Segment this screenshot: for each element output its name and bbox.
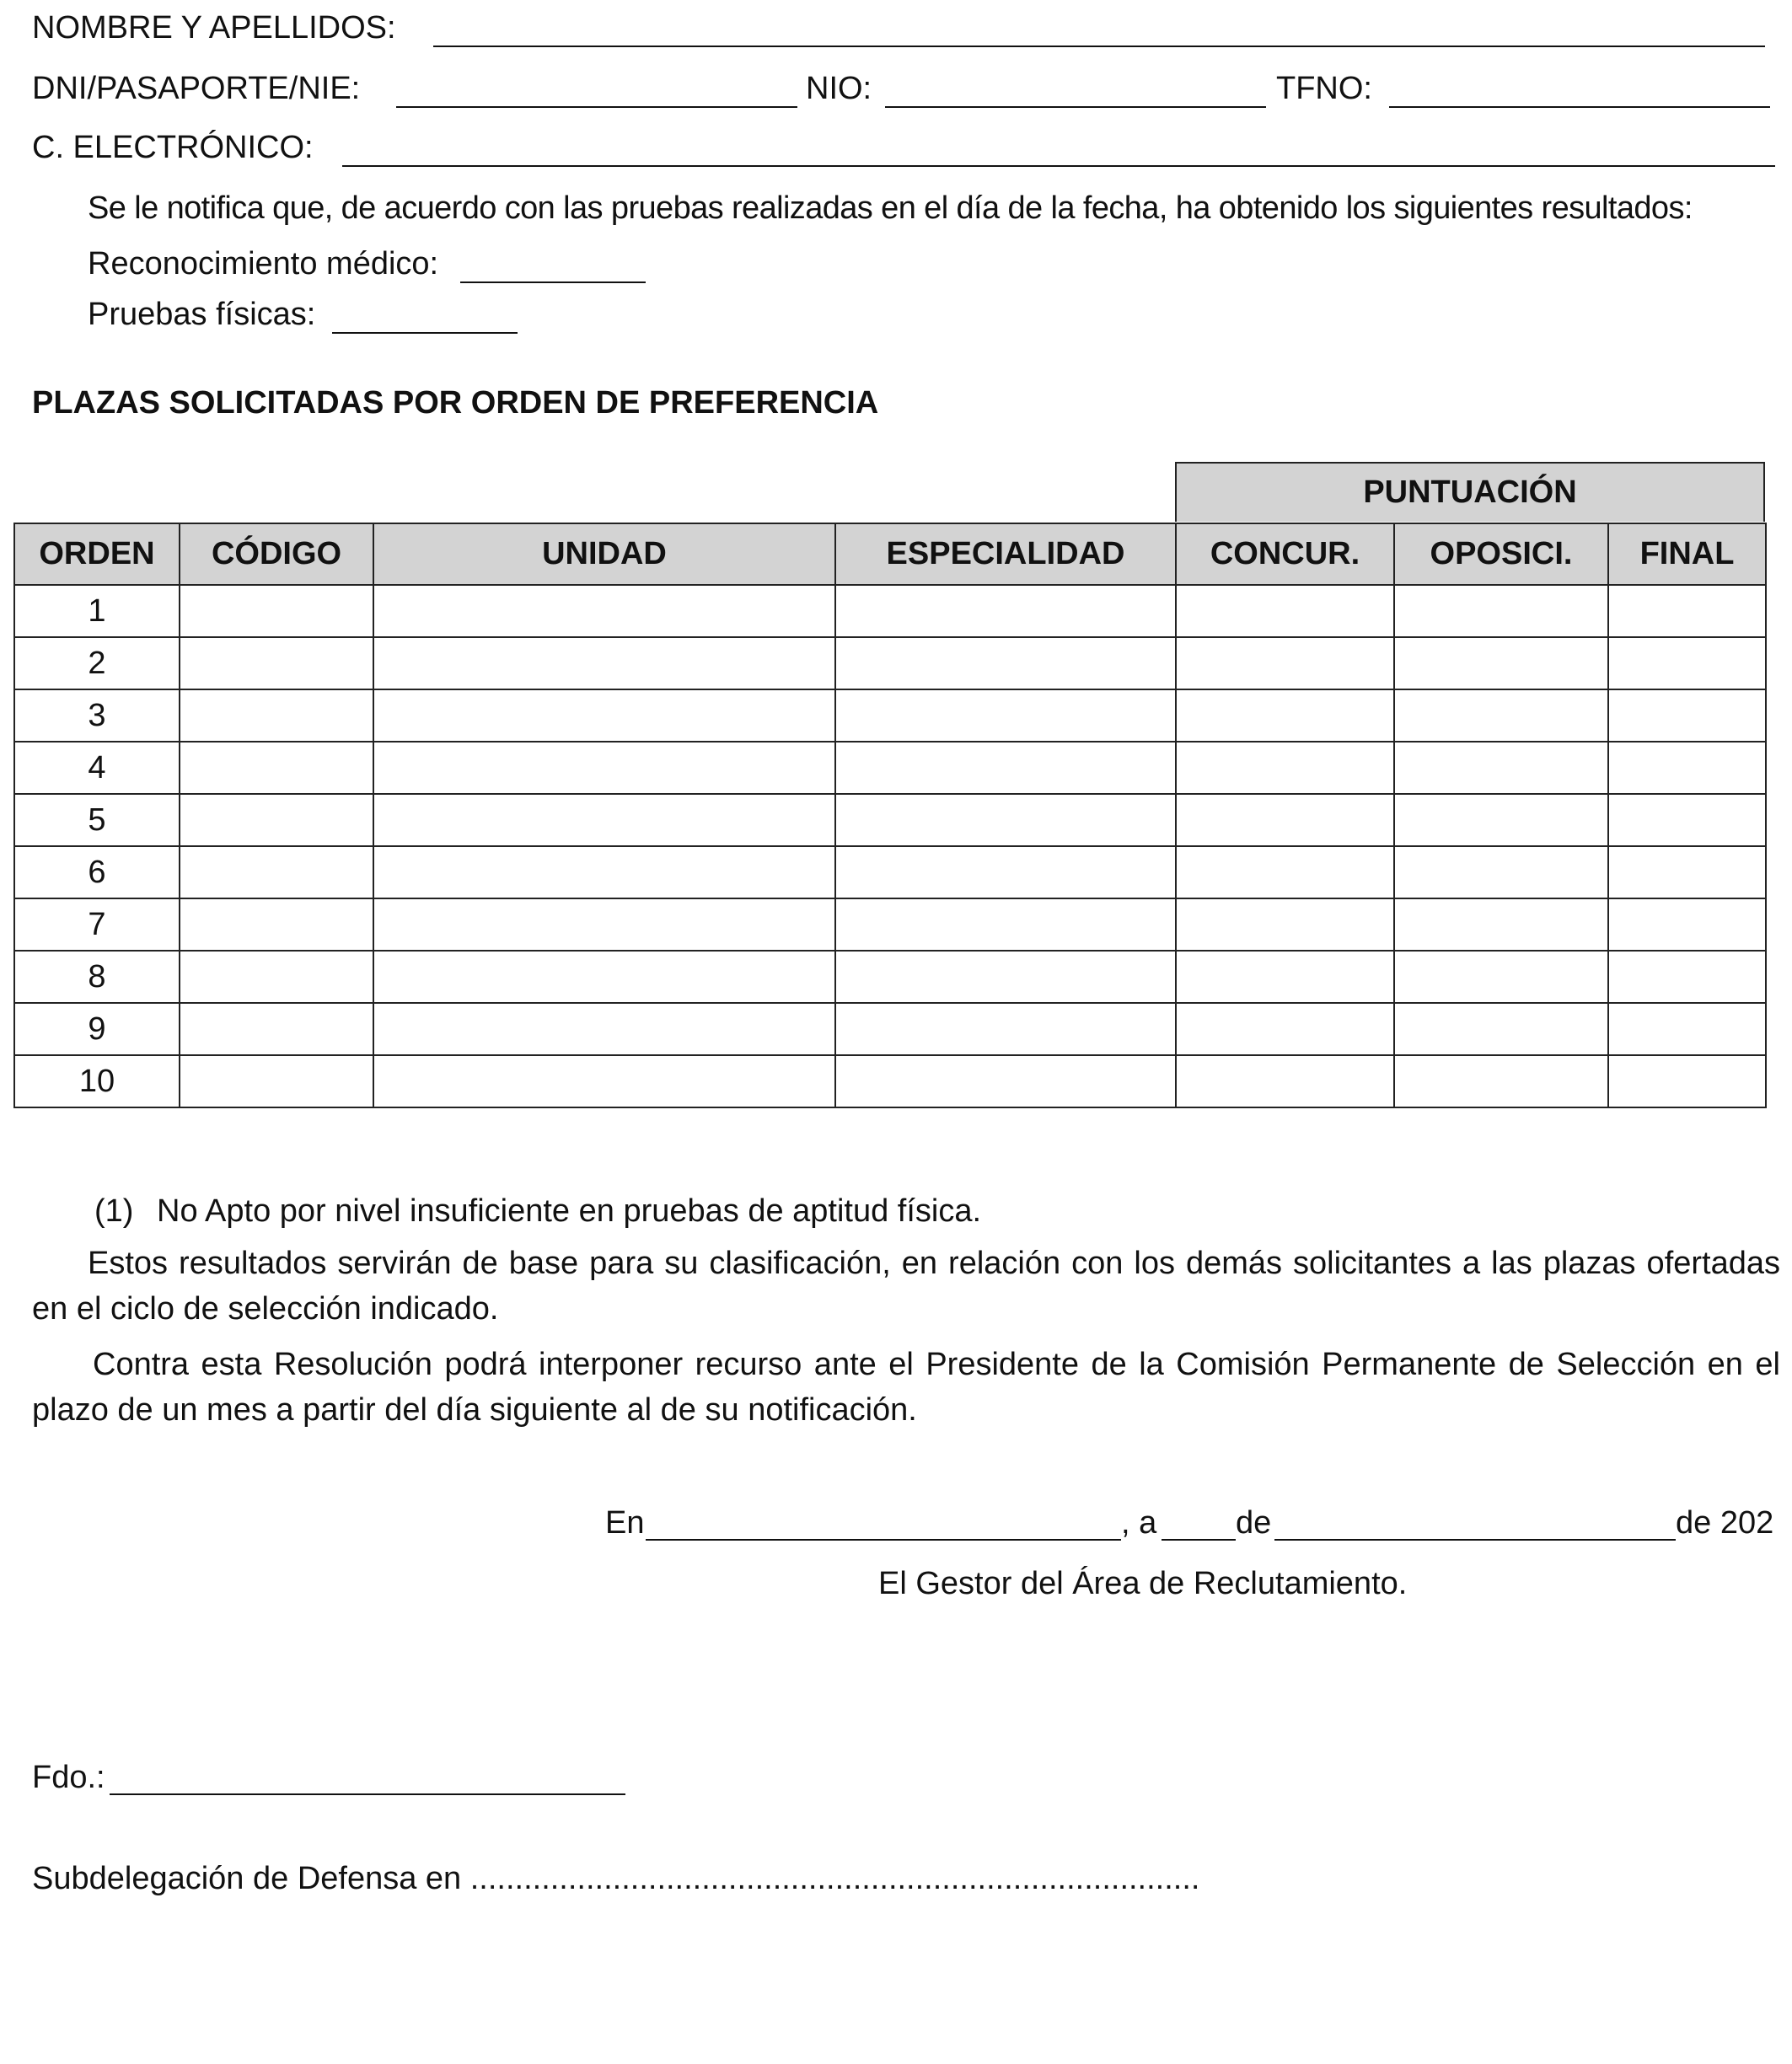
final-cell[interactable]: [1608, 794, 1766, 846]
col-especialidad: ESPECIALIDAD: [835, 523, 1176, 585]
oposici-cell[interactable]: [1394, 585, 1608, 637]
footnote-number: (1): [94, 1193, 134, 1229]
oposici-cell[interactable]: [1394, 898, 1608, 951]
orden-cell: 3: [14, 689, 180, 742]
place-field[interactable]: [646, 1539, 1121, 1541]
col-concur: CONCUR.: [1176, 523, 1394, 585]
unidad-cell[interactable]: [373, 846, 835, 898]
final-cell[interactable]: [1608, 846, 1766, 898]
fisicas-label: Pruebas físicas:: [88, 297, 316, 332]
oposici-cell[interactable]: [1394, 846, 1608, 898]
table-header-row: [14, 523, 1766, 585]
concur-cell[interactable]: [1176, 794, 1394, 846]
col-codigo: CÓDIGO: [180, 523, 373, 585]
codigo-cell[interactable]: [180, 794, 373, 846]
section-title: PLAZAS SOLICITADAS POR ORDEN DE PREFERENCIA: [32, 385, 879, 421]
orden-cell: 8: [14, 951, 180, 1003]
table-body: [14, 585, 1766, 1107]
concur-cell[interactable]: [1176, 742, 1394, 794]
especialidad-cell[interactable]: [835, 585, 1176, 637]
fdo-label: Fdo.:: [32, 1760, 105, 1795]
unidad-cell[interactable]: [373, 898, 835, 951]
oposici-cell[interactable]: [1394, 689, 1608, 742]
tfno-label: TFNO:: [1276, 71, 1372, 106]
final-cell[interactable]: [1608, 742, 1766, 794]
correo-label: C. ELECTRÓNICO:: [32, 130, 314, 165]
unidad-cell[interactable]: [373, 637, 835, 689]
table-row: [14, 846, 1766, 898]
concur-cell[interactable]: [1176, 898, 1394, 951]
especialidad-cell[interactable]: [835, 1003, 1176, 1055]
table-row: [14, 898, 1766, 951]
final-cell[interactable]: [1608, 1055, 1766, 1107]
final-cell[interactable]: [1608, 1003, 1766, 1055]
codigo-cell[interactable]: [180, 637, 373, 689]
nombre-field[interactable]: [433, 46, 1765, 47]
especialidad-cell[interactable]: [835, 1055, 1176, 1107]
oposici-cell[interactable]: [1394, 794, 1608, 846]
fisicas-field[interactable]: [332, 332, 518, 334]
concur-cell[interactable]: [1176, 951, 1394, 1003]
final-cell[interactable]: [1608, 637, 1766, 689]
table-row: [14, 585, 1766, 637]
unidad-cell[interactable]: [373, 951, 835, 1003]
concur-cell[interactable]: [1176, 689, 1394, 742]
table-row: [14, 794, 1766, 846]
table-row: [14, 742, 1766, 794]
plazas-table: [13, 523, 1767, 1108]
orden-cell: 2: [14, 637, 180, 689]
table-row: [14, 951, 1766, 1003]
unidad-cell[interactable]: [373, 1003, 835, 1055]
dni-label: DNI/PASAPORTE/NIE:: [32, 71, 361, 106]
signer-title: El Gestor del Área de Reclutamiento.: [878, 1566, 1408, 1601]
col-unidad: UNIDAD: [373, 523, 835, 585]
paragraph-clasificacion: Estos resultados servirán de base para su clasificación, en relación con los demás solicitantes a las plazas ofertadas en el ciclo de selección indicado.: [32, 1246, 1780, 1327]
nio-field[interactable]: [885, 106, 1266, 108]
subdelegacion-line: Subdelegación de Defensa en ..................................................................................: [32, 1861, 1200, 1896]
concur-cell[interactable]: [1176, 585, 1394, 637]
oposici-cell[interactable]: [1394, 742, 1608, 794]
orden-cell: 5: [14, 794, 180, 846]
final-cell[interactable]: [1608, 585, 1766, 637]
codigo-cell[interactable]: [180, 1055, 373, 1107]
date-de-label: de: [1236, 1505, 1272, 1541]
especialidad-cell[interactable]: [835, 951, 1176, 1003]
orden-cell: 7: [14, 898, 180, 951]
codigo-cell[interactable]: [180, 1003, 373, 1055]
oposici-cell[interactable]: [1394, 1055, 1608, 1107]
footnote-text: No Apto por nivel insuficiente en pruebas de aptitud física.: [157, 1193, 982, 1229]
unidad-cell[interactable]: [373, 742, 835, 794]
codigo-cell[interactable]: [180, 742, 373, 794]
medico-label: Reconocimiento médico:: [88, 246, 439, 281]
especialidad-cell[interactable]: [835, 846, 1176, 898]
puntuacion-header: PUNTUACIÓN: [1175, 462, 1765, 522]
especialidad-cell[interactable]: [835, 794, 1176, 846]
concur-cell[interactable]: [1176, 1003, 1394, 1055]
nio-label: NIO:: [806, 71, 872, 106]
orden-cell: 9: [14, 1003, 180, 1055]
unidad-cell[interactable]: [373, 1055, 835, 1107]
col-oposici: OPOSICI.: [1394, 523, 1608, 585]
concur-cell[interactable]: [1176, 846, 1394, 898]
month-field[interactable]: [1274, 1539, 1676, 1541]
paragraph-recurso: Contra esta Resolución podrá interponer recurso ante el Presidente de la Comisión Permanente de Selección en el plazo de un mes a partir del día siguiente al de su notificación.: [32, 1347, 1780, 1428]
codigo-cell[interactable]: [180, 951, 373, 1003]
especialidad-cell[interactable]: [835, 689, 1176, 742]
final-cell[interactable]: [1608, 898, 1766, 951]
unidad-cell[interactable]: [373, 585, 835, 637]
oposici-cell[interactable]: [1394, 1003, 1608, 1055]
orden-cell: 1: [14, 585, 180, 637]
unidad-cell[interactable]: [373, 794, 835, 846]
especialidad-cell[interactable]: [835, 637, 1176, 689]
oposici-cell[interactable]: [1394, 951, 1608, 1003]
concur-cell[interactable]: [1176, 637, 1394, 689]
col-final: FINAL: [1608, 523, 1766, 585]
dni-field[interactable]: [396, 106, 797, 108]
tfno-field[interactable]: [1389, 106, 1770, 108]
table-row: [14, 637, 1766, 689]
year-label: de 202: [1676, 1505, 1774, 1541]
place-en-label: En: [605, 1505, 645, 1541]
table-row: [14, 1003, 1766, 1055]
orden-cell: 10: [14, 1055, 180, 1107]
codigo-cell[interactable]: [180, 898, 373, 951]
codigo-cell[interactable]: [180, 846, 373, 898]
orden-cell: 4: [14, 742, 180, 794]
codigo-cell[interactable]: [180, 585, 373, 637]
especialidad-cell[interactable]: [835, 742, 1176, 794]
medico-field[interactable]: [460, 281, 646, 283]
final-cell[interactable]: [1608, 951, 1766, 1003]
correo-field[interactable]: [342, 165, 1775, 167]
especialidad-cell[interactable]: [835, 898, 1176, 951]
signature-field[interactable]: [110, 1793, 625, 1795]
final-cell[interactable]: [1608, 689, 1766, 742]
notice-intro: Se le notifica que, de acuerdo con las pruebas realizadas en el día de la fecha, ha obtenido los siguientes resultados:: [88, 190, 1693, 226]
nombre-label: NOMBRE Y APELLIDOS:: [32, 10, 396, 46]
day-field[interactable]: [1162, 1539, 1236, 1541]
oposici-cell[interactable]: [1394, 637, 1608, 689]
table-row: [14, 689, 1766, 742]
col-orden: ORDEN: [14, 523, 180, 585]
codigo-cell[interactable]: [180, 689, 373, 742]
orden-cell: 6: [14, 846, 180, 898]
concur-cell[interactable]: [1176, 1055, 1394, 1107]
table-row: [14, 1055, 1766, 1107]
date-a-label: , a: [1121, 1505, 1157, 1541]
unidad-cell[interactable]: [373, 689, 835, 742]
